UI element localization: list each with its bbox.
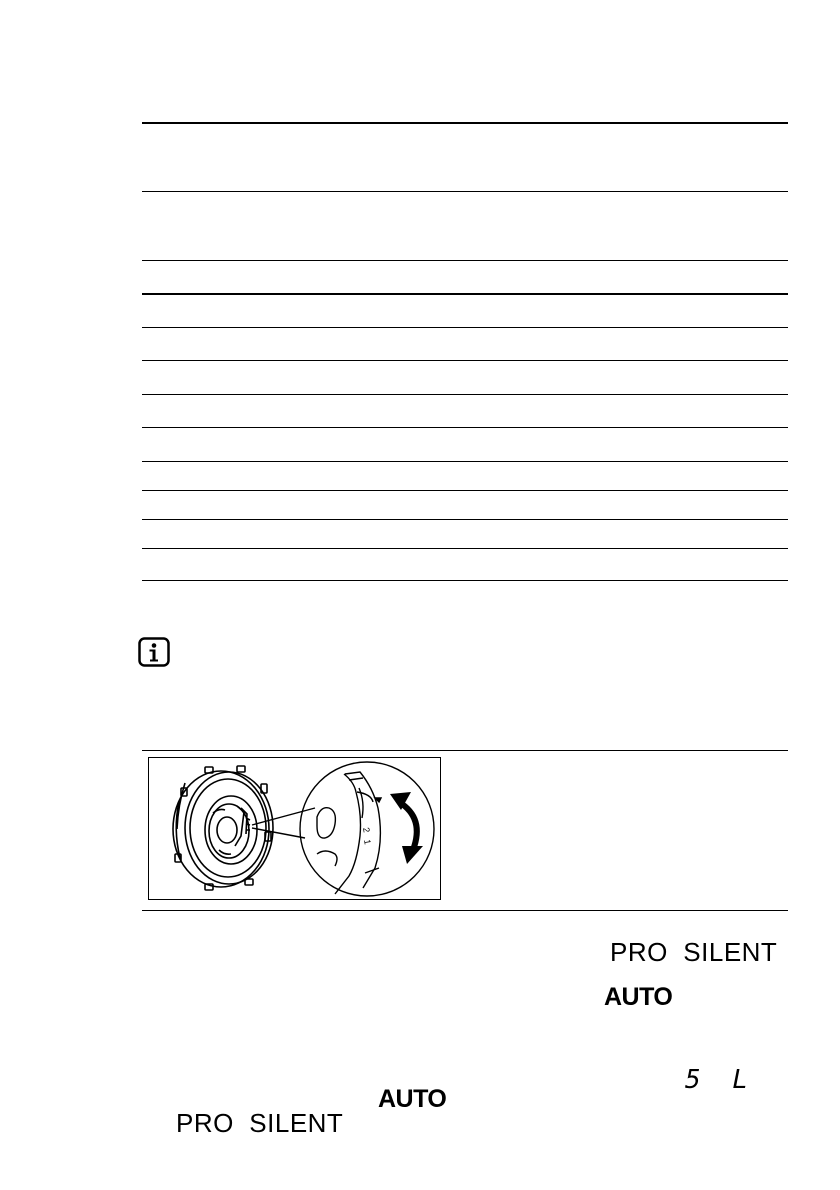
- auto-label: AUTO: [604, 983, 673, 1011]
- dial-mark-1: 1: [362, 838, 373, 846]
- figure-bottom-rule: [142, 910, 788, 911]
- table-row-divider: [142, 519, 788, 520]
- table-row-divider: [142, 461, 788, 462]
- rotate-arrows-icon: [390, 792, 423, 864]
- drum-illustration: [149, 758, 442, 901]
- table-row-divider: [142, 490, 788, 491]
- table-row-divider: [142, 293, 788, 295]
- dial-mark-2: 2: [361, 826, 372, 834]
- figure-top-rule: [142, 750, 788, 751]
- table-row-divider: [142, 360, 788, 361]
- table-row-divider: [142, 427, 788, 428]
- auto-label: AUTO: [378, 1085, 447, 1113]
- table-row-divider: [142, 327, 788, 328]
- sl-display-code: 5 L: [685, 1065, 756, 1095]
- table-top-border: [142, 122, 788, 124]
- dial-magnifier-icon: [252, 762, 434, 896]
- table-row-divider: [142, 260, 788, 261]
- table-bottom-border: [142, 580, 788, 581]
- table-row-divider: [142, 394, 788, 395]
- pro-silent-label: PRO SILENT: [176, 1108, 344, 1138]
- figure-box: [148, 757, 441, 900]
- info-icon: [138, 637, 170, 667]
- pro-silent-label: PRO SILENT: [610, 937, 778, 967]
- table-row-divider: [142, 191, 788, 192]
- table-row-divider: [142, 548, 788, 549]
- drum-icon: [173, 766, 273, 890]
